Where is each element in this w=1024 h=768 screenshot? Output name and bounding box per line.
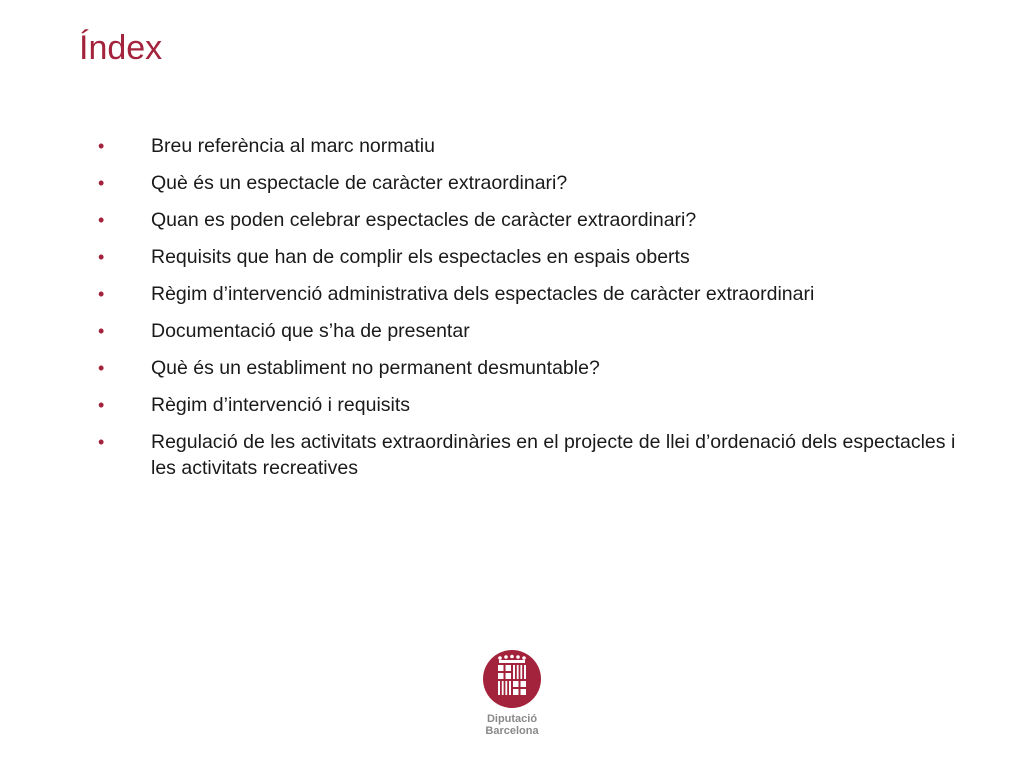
list-item-text: Regulació de les activitats extraordinàries en el projecte de llei d’ordenació dels espectacles i les activitats recreatives [151, 431, 956, 479]
bullet-icon: • [98, 432, 105, 452]
coat-of-arms-icon [481, 648, 543, 710]
list-item [98, 429, 978, 481]
bullet-icon: • [98, 358, 105, 378]
bullet-icon: • [98, 284, 105, 304]
list-item [98, 133, 978, 159]
logo-text-line1: Diputació [486, 713, 538, 725]
bullet-icon: • [98, 321, 105, 341]
list-item [98, 281, 978, 307]
list-item [98, 244, 978, 270]
list-item-text: Règim d’intervenció i requisits [151, 394, 411, 416]
list-item-text: Breu referència al marc normatiu [151, 135, 435, 157]
logo-text-line2: Barcelona [485, 725, 539, 737]
list-item [98, 207, 978, 233]
list-item-text: Règim d’intervenció administrativa dels espectacles de caràcter extraordinari [151, 283, 815, 305]
list-item [98, 170, 978, 196]
bullet-icon: • [98, 173, 105, 193]
page-title: Índex [79, 29, 163, 67]
diputacio-barcelona-logo [470, 648, 554, 737]
bullet-icon: • [98, 247, 105, 267]
list-item [98, 392, 978, 418]
list-item-text: Què és un espectacle de caràcter extraordinari? [151, 172, 568, 194]
list-item-text: Requisits que han de complir els espectacles en espais oberts [151, 246, 690, 268]
list-item-text: Quan es poden celebrar espectacles de caràcter extraordinari? [151, 209, 697, 231]
list-item-text: Què és un establiment no permanent desmuntable? [151, 357, 600, 379]
index-list [98, 133, 978, 492]
list-item-text: Documentació que s’ha de presentar [151, 320, 470, 342]
list-item [98, 355, 978, 381]
bullet-icon: • [98, 136, 105, 156]
list-item [98, 318, 978, 344]
bullet-icon: • [98, 210, 105, 230]
bullet-icon: • [98, 395, 105, 415]
